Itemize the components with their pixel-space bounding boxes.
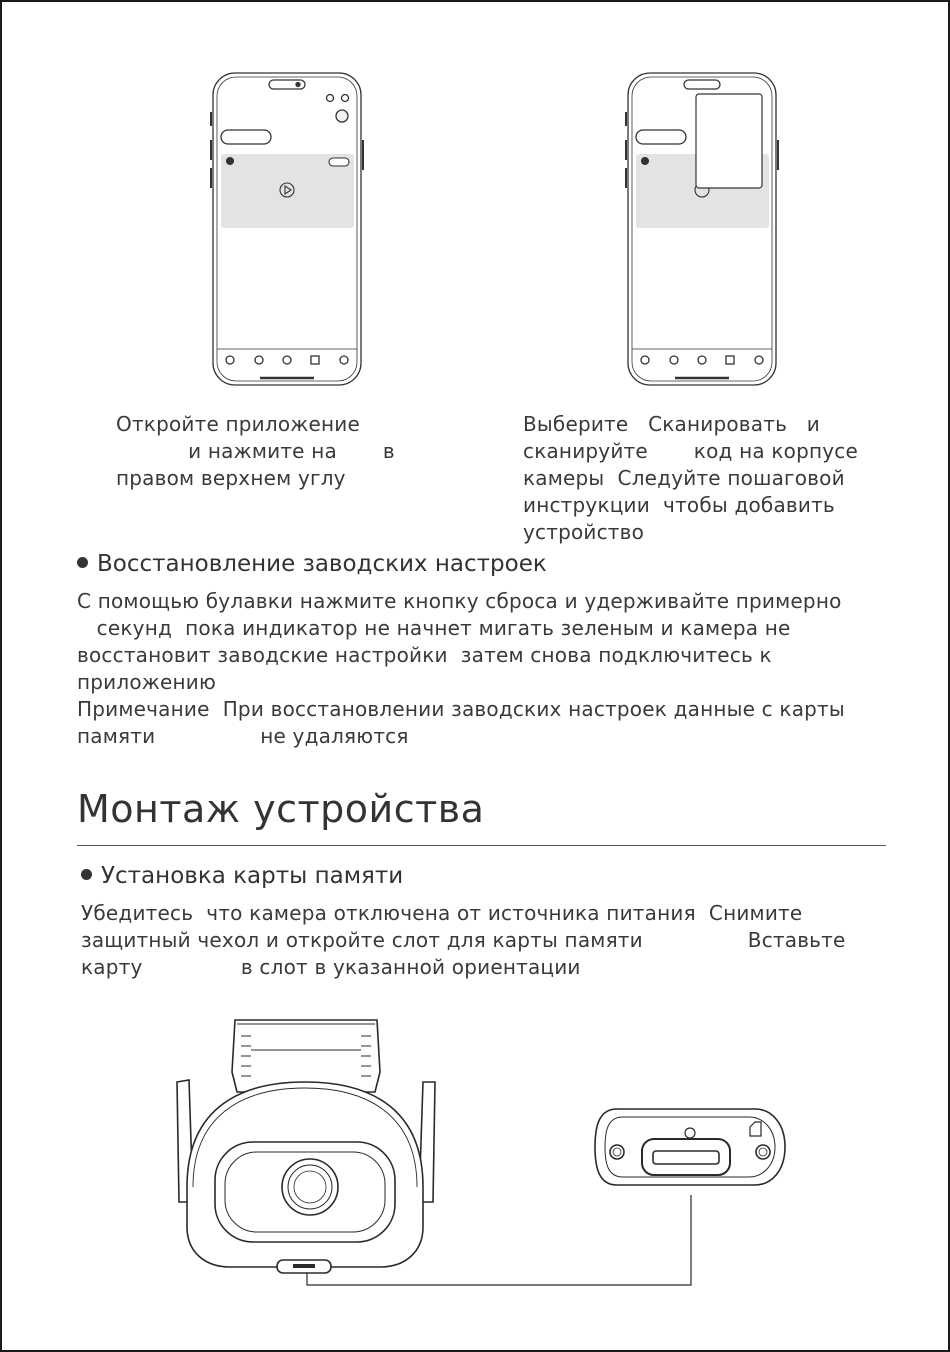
caption-line: и нажмите на в [116, 439, 395, 463]
memory-card-body [81, 900, 846, 981]
memory-card-heading [81, 861, 403, 891]
factory-reset-body [77, 588, 845, 750]
factory-reset-heading [77, 549, 547, 579]
caption-line: инструкции чтобы добавить [523, 493, 835, 517]
bullet-icon [81, 869, 92, 880]
body-line: Убедитесь что камера отключена от источника питания Снимите [81, 901, 803, 925]
camera-card-slot-illustration [165, 1012, 805, 1302]
body-line: карту в слот в указанной ориентации [81, 955, 581, 979]
bullet-icon [77, 557, 88, 568]
body-line: секунд пока индикатор не начнет мигать зеленым и камера не [77, 616, 791, 640]
factory-reset-heading-text: Восстановление заводских настроек [97, 551, 547, 577]
caption-line: устройство [523, 520, 645, 544]
caption-line: Выберите Сканировать и [523, 412, 820, 436]
note-line: памяти не удаляются [77, 724, 409, 748]
caption-line: Откройте приложение [116, 412, 361, 436]
phone-app-home-illustration [205, 68, 370, 390]
body-line: защитный чехол и откройте слот для карты памяти Вставьте [81, 928, 846, 952]
phone-scan-menu-illustration [620, 68, 785, 390]
body-line: С помощью булавки нажмите кнопку сброса и удерживайте примерно [77, 589, 842, 613]
body-line: приложению [77, 670, 217, 694]
section-divider [77, 845, 886, 846]
body-line: восстановит заводские настройки затем снова подключитесь к [77, 643, 772, 667]
section-title: Монтаж устройства [77, 787, 485, 831]
step-scan-caption [523, 411, 858, 546]
note-line: Примечание При восстановлении заводских настроек данные с карты [77, 697, 845, 721]
caption-line: правом верхнем углу [116, 466, 346, 490]
memory-card-heading-text: Установка карты памяти [101, 863, 404, 889]
caption-line: камеры Следуйте пошаговой [523, 466, 845, 490]
step-open-app-caption [116, 411, 395, 492]
caption-line: сканируйте код на корпусе [523, 439, 859, 463]
